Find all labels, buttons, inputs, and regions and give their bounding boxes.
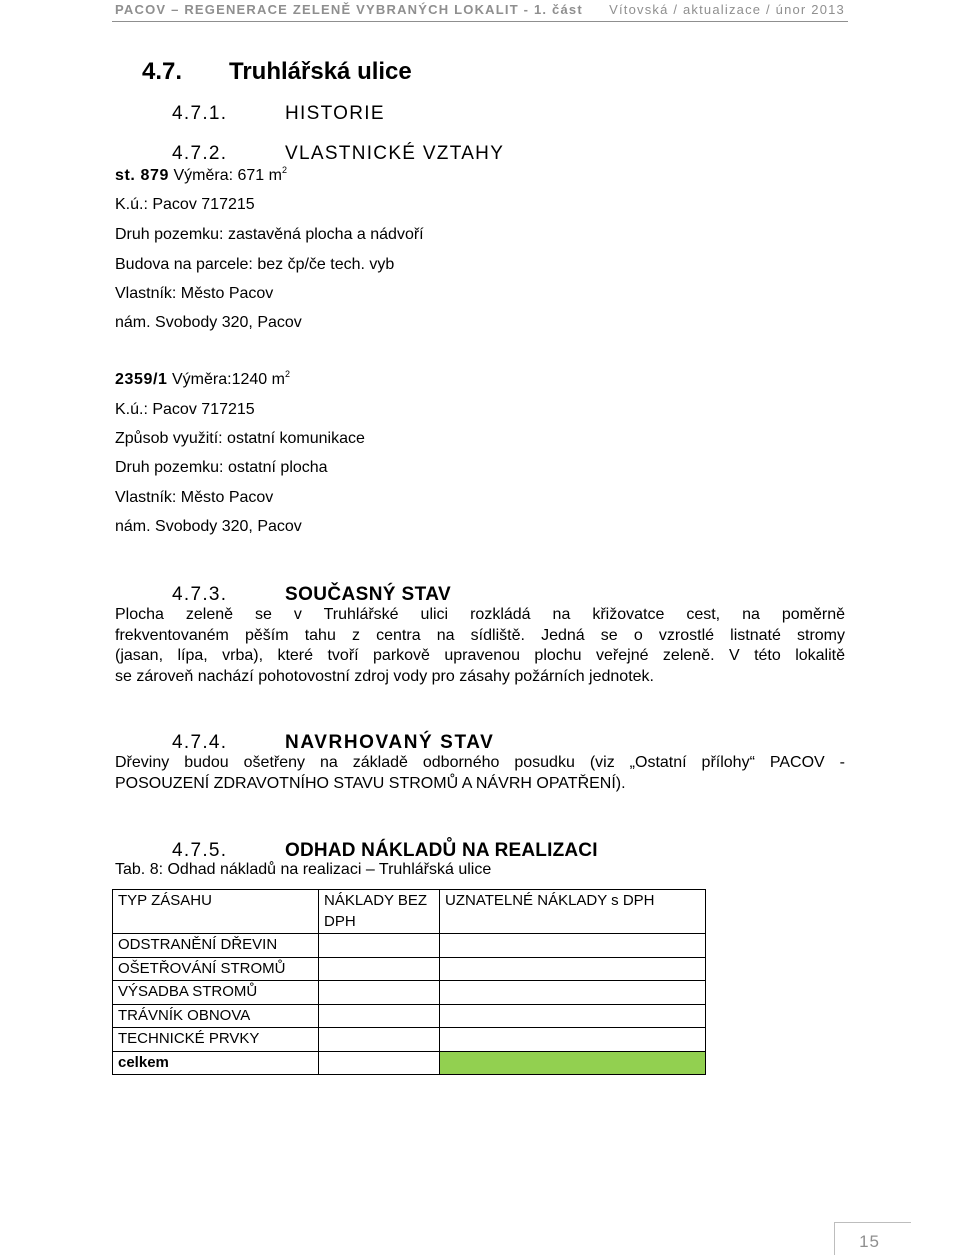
- empty-cell: [440, 957, 706, 981]
- parcel-2-usage: Způsob využití: ostatní komunikace: [115, 430, 365, 447]
- cost-estimate-table: [112, 889, 706, 1075]
- empty-cell: [319, 934, 440, 958]
- empty-cell: [319, 957, 440, 981]
- proposed-state-paragraph: [115, 753, 845, 794]
- empty-cell: [440, 934, 706, 958]
- total-highlight-cell: [440, 1051, 706, 1075]
- parcel-1-cadastral-area: K.ú.: Pacov 717215: [115, 196, 255, 213]
- paragraph-line: Dřeviny budou ošetřeny na základě odborného posudku (viz „Ostatní přílohy“ PACOV -: [115, 754, 845, 771]
- table-row: [113, 934, 706, 958]
- superscript: 2: [281, 165, 287, 175]
- paragraph-line: POSOUZENÍ ZDRAVOTNÍHO STAVU STROMŮ A NÁVRH OPATŘENÍ).: [115, 774, 626, 792]
- empty-cell: [319, 1051, 440, 1075]
- empty-cell: [440, 1028, 706, 1052]
- parcel-1-owner-address: nám. Svobody 320, Pacov: [115, 314, 302, 331]
- paragraph-line: se zároveň nachází pohotovostní zdroj vody pro zásahy požárních jednotek.: [115, 667, 654, 685]
- subsection-number: 4.7.1.: [172, 103, 228, 124]
- empty-cell: [440, 1004, 706, 1028]
- empty-cell: [319, 981, 440, 1005]
- parcel-1-land-type: Druh pozemku: zastavěná plocha a nádvoří: [115, 226, 424, 243]
- table-header-row: [113, 890, 706, 934]
- total-label: celkem: [113, 1051, 319, 1075]
- subsection-title-history: HISTORIE: [285, 103, 385, 124]
- parcel-1-area: Výměra: 671 m: [169, 167, 282, 184]
- section-title: Truhlářská ulice: [229, 58, 412, 85]
- paragraph-line: Plocha zeleně se v Truhlářské ulici rozkládá na křižovatce cest, na poměrně: [115, 606, 845, 623]
- parcel-1-owner: Vlastník: Město Pacov: [115, 285, 274, 302]
- row-label: OŠETŘOVÁNÍ STROMŮ: [113, 957, 319, 981]
- subsection-title-cost-estimate: ODHAD NÁKLADŮ NA REALIZACI: [285, 840, 598, 861]
- subsection-title-current-state: SOUČASNÝ STAV: [285, 584, 452, 605]
- table-row: [113, 1028, 706, 1052]
- row-label: TRÁVNÍK OBNOVA: [113, 1004, 319, 1028]
- parcel-2-area: Výměra:1240 m: [167, 371, 285, 388]
- header-document-title: PACOV – REGENERACE ZELENĚ VYBRANÝCH LOKALIT - 1. část: [115, 2, 583, 17]
- table-row: [113, 957, 706, 981]
- subsection-title-proposed-state: NAVRHOVANÝ STAV: [285, 732, 495, 753]
- subsection-number: 4.7.4.: [172, 732, 228, 753]
- parcel-2-land-type: Druh pozemku: ostatní plocha: [115, 459, 328, 476]
- parcel-1-heading: [115, 167, 287, 185]
- header-rule: [112, 21, 848, 22]
- empty-cell: [319, 1028, 440, 1052]
- row-label: VÝSADBA STROMŮ: [113, 981, 319, 1005]
- parcel-2-cadastral-area: K.ú.: Pacov 717215: [115, 401, 255, 418]
- parcel-1-building: Budova na parcele: bez čp/če tech. vyb: [115, 256, 395, 273]
- table-caption: Tab. 8: Odhad nákladů na realizaci – Truhlářská ulice: [115, 861, 492, 878]
- current-state-paragraph: [115, 605, 845, 687]
- paragraph-line: (jasan, lípa, vrba), které tvoří parkově upravenou plochu veřejné zeleně. V této lokalitě: [115, 647, 845, 664]
- subsection-number: 4.7.5.: [172, 840, 228, 861]
- subsection-number: 4.7.3.: [172, 584, 228, 605]
- empty-cell: [440, 981, 706, 1005]
- parcel-2-owner-address: nám. Svobody 320, Pacov: [115, 518, 302, 535]
- table-row: [113, 1004, 706, 1028]
- parcel-1-id: st. 879: [115, 167, 170, 184]
- row-label: TECHNICKÉ PRVKY: [113, 1028, 319, 1052]
- header-author-date: Vítovská / aktualizace / únor 2013: [609, 2, 845, 17]
- paragraph-line: frekventovaném pěším tahu z centra na sídliště. Jedná se o vzrostlé listnaté stromy: [115, 626, 845, 644]
- header-cell: UZNATELNÉ NÁKLADY s DPH: [440, 890, 706, 934]
- superscript: 2: [284, 369, 290, 379]
- parcel-2-id: 2359/1: [115, 371, 168, 388]
- row-label: ODSTRANĚNÍ DŘEVIN: [113, 934, 319, 958]
- subsection-title-ownership: VLASTNICKÉ VZTAHY: [285, 143, 505, 164]
- section-number: 4.7.: [142, 58, 183, 85]
- table-total-row: [113, 1051, 706, 1075]
- table-row: [113, 981, 706, 1005]
- subsection-number: 4.7.2.: [172, 143, 228, 164]
- parcel-2-heading: [115, 371, 290, 389]
- empty-cell: [319, 1004, 440, 1028]
- header-cell: TYP ZÁSAHU: [113, 890, 319, 934]
- page-number: 15: [859, 1232, 880, 1251]
- parcel-2-owner: Vlastník: Město Pacov: [115, 489, 274, 506]
- header-cell: NÁKLADY BEZ DPH: [319, 890, 440, 934]
